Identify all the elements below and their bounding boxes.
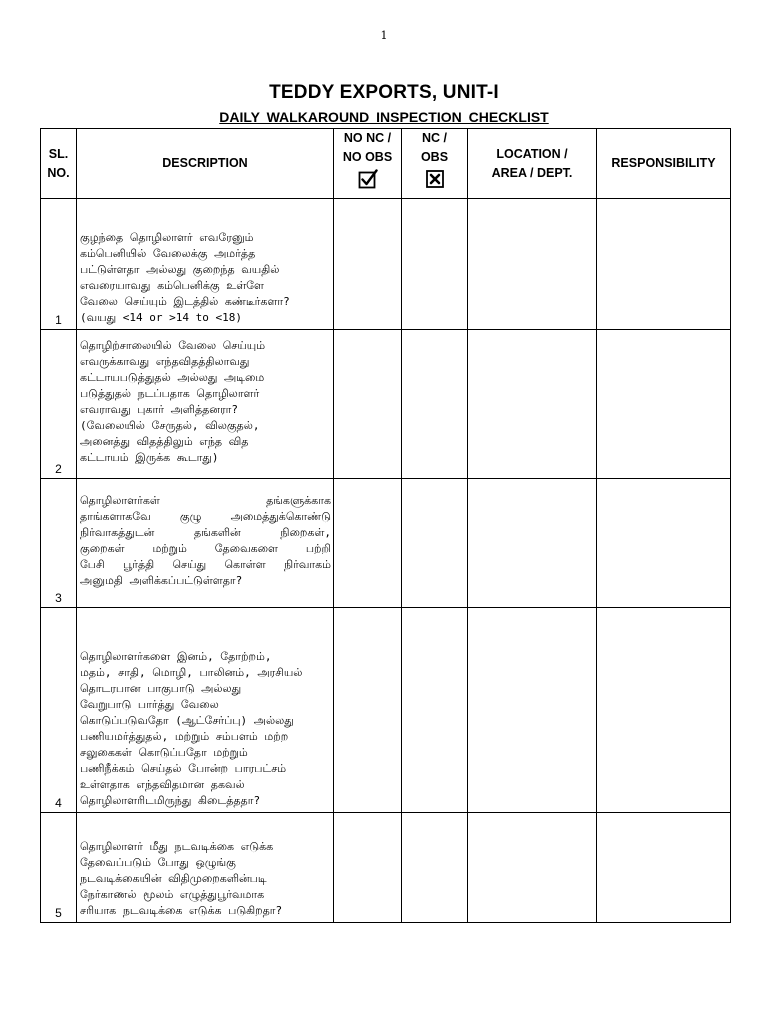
description-line: எவராவது புகார் அளித்தனரா? — [80, 403, 239, 416]
row-responsibility-cell[interactable] — [597, 330, 731, 479]
header-no-nc-line1: NO NC / — [343, 131, 392, 145]
description-line: எவருக்காவது எந்தவிதத்திலாவது — [80, 355, 250, 368]
row-nc-cell[interactable] — [402, 608, 468, 813]
description-line: பணிநீக்கம் செய்தல் போன்ற பாரபட்சம் — [80, 762, 287, 775]
header-responsibility: RESPONSIBILITY — [597, 129, 731, 199]
description-line: எவரையாவது கம்பெனிக்கு உள்ளே — [80, 279, 264, 292]
description-line: நேர்காணல் மூலம் எழுத்துபூர்வமாக — [80, 888, 265, 901]
description-line: நடவடிக்கையின் விதிமுறைகளின்படி — [80, 872, 267, 885]
header-no-nc — [334, 129, 402, 199]
crossed-box-icon — [425, 169, 445, 195]
description-line: தொழிற்சாலையில் வேலை செய்யும் — [80, 339, 266, 352]
row-sl-no: 1 — [41, 199, 77, 330]
header-nc-line1: NC / — [422, 131, 447, 145]
description-line: (வயது <14 or >14 to <18) — [80, 311, 242, 324]
row-location-cell[interactable] — [468, 330, 597, 479]
table-row — [41, 813, 731, 923]
row-nc-cell[interactable] — [402, 479, 468, 608]
page-number: 1 — [380, 29, 388, 42]
header-sl-no — [41, 129, 77, 199]
description-line: உள்ளதாக எந்தவிதமான தகவல் — [80, 778, 245, 791]
table-row — [41, 199, 731, 330]
row-responsibility-cell[interactable] — [597, 813, 731, 923]
description-line: கொடுப்படுவதோ (ஆட்சேர்ப்பு) அல்லது — [80, 714, 294, 727]
description-line: (வேலையில் சேருதல், விலகுதல், — [80, 419, 260, 432]
row-description — [77, 330, 334, 479]
checked-box-icon — [358, 169, 378, 195]
row-nc-cell[interactable] — [402, 813, 468, 923]
row-sl-no: 3 — [41, 479, 77, 608]
header-nc — [402, 129, 468, 199]
description-line: கம்பெனியில் வேலைக்கு அமர்த்த — [80, 247, 256, 260]
description-line: தேவைப்படும் போது ஒழுங்கு — [80, 856, 236, 869]
row-no-nc-cell[interactable] — [334, 199, 402, 330]
description-line: பேசி பூர்த்தி செய்து கொள்ள நிர்வாகம் — [80, 558, 331, 571]
header-sl-line2: NO. — [47, 165, 70, 180]
description-line: தொடரபான பாகுபாடு அல்லது — [80, 682, 242, 695]
description-line: வேறுபாடு பார்த்து வேலை — [80, 698, 219, 711]
header-no-nc-line2: NO OBS — [342, 150, 393, 164]
checklist-table — [40, 128, 731, 923]
row-no-nc-cell[interactable] — [334, 608, 402, 813]
description-line: தொழிலாளர்கள் தங்களுக்காக — [80, 494, 331, 507]
description-line: பணியமர்த்துதல், மற்றும் சம்பளம் மற்ற — [80, 730, 289, 743]
description-line: தொழிலாளரிடமிருந்து கிடைத்ததா? — [80, 794, 261, 807]
table-row — [41, 330, 731, 479]
header-row — [41, 129, 731, 199]
row-description — [77, 813, 334, 923]
row-no-nc-cell[interactable] — [334, 330, 402, 479]
row-location-cell[interactable] — [468, 199, 597, 330]
row-responsibility-cell[interactable] — [597, 479, 731, 608]
header-location-line1: LOCATION / — [496, 146, 568, 161]
document-title: TEDDY EXPORTS, UNIT-I — [269, 82, 499, 103]
row-location-cell[interactable] — [468, 479, 597, 608]
row-location-cell[interactable] — [468, 608, 597, 813]
description-line: கட்டாயபடுத்துதல் அல்லது அடிமை — [80, 371, 265, 384]
description-line: தொழிலாளர்களை இனம், தோற்றம், — [80, 650, 272, 663]
description-line: நிர்வாகத்துடன் தங்களின் நிறைகள், — [80, 526, 331, 539]
row-responsibility-cell[interactable] — [597, 199, 731, 330]
row-nc-cell[interactable] — [402, 330, 468, 479]
row-sl-no: 5 — [41, 813, 77, 923]
header-nc-line2: OBS — [420, 150, 449, 164]
row-description — [77, 479, 334, 608]
table-row — [41, 479, 731, 608]
row-sl-no: 4 — [41, 608, 77, 813]
row-location-cell[interactable] — [468, 813, 597, 923]
row-no-nc-cell[interactable] — [334, 813, 402, 923]
document-subtitle: DAILY WALKAROUND INSPECTION CHECKLIST — [219, 109, 549, 125]
description-line: தாங்களாகவே குழு அமைத்துக்கொண்டு — [80, 510, 331, 523]
description-line: பட்டுள்ளதா அல்லது குறைந்த வயதில் — [80, 263, 280, 276]
description-line: குழந்தை தொழிலாளர் எவரேனும் — [80, 231, 254, 244]
row-nc-cell[interactable] — [402, 199, 468, 330]
description-line: சலுகைகள் கொடுப்பதோ மற்றும் — [80, 746, 248, 759]
description-line: வேலை செய்யும் இடத்தில் கண்டீர்களா? — [80, 295, 290, 308]
row-responsibility-cell[interactable] — [597, 608, 731, 813]
table-row — [41, 608, 731, 813]
header-sl-line1: SL. — [48, 146, 69, 161]
row-description — [77, 608, 334, 813]
header-location-line2: AREA / DEPT. — [491, 165, 573, 180]
description-line: அனைத்து விதத்திலும் எந்த வித — [80, 435, 249, 448]
description-line: மதம், சாதி, மொழி, பாலினம், அரசியல் — [80, 666, 303, 679]
description-line: தொழிலாளர் மீது நடவடிக்கை எடுக்க — [80, 840, 274, 853]
description-line: கட்டாயம் இருக்க கூடாது) — [80, 451, 219, 464]
row-sl-no: 2 — [41, 330, 77, 479]
row-no-nc-cell[interactable] — [334, 479, 402, 608]
row-description — [77, 199, 334, 330]
description-line: அனுமதி அளிக்கப்பட்டுள்ளதா? — [80, 574, 243, 587]
header-location — [468, 129, 597, 199]
description-line: குறைகள் மற்றும் தேவைகளை பற்றி — [80, 542, 331, 555]
description-line: சரியாக நடவடிக்கை எடுக்க படுகிறதா? — [80, 904, 283, 917]
description-line: படுத்துதல் நடப்பதாக தொழிலாளர் — [80, 387, 260, 400]
header-description: DESCRIPTION — [77, 129, 334, 199]
